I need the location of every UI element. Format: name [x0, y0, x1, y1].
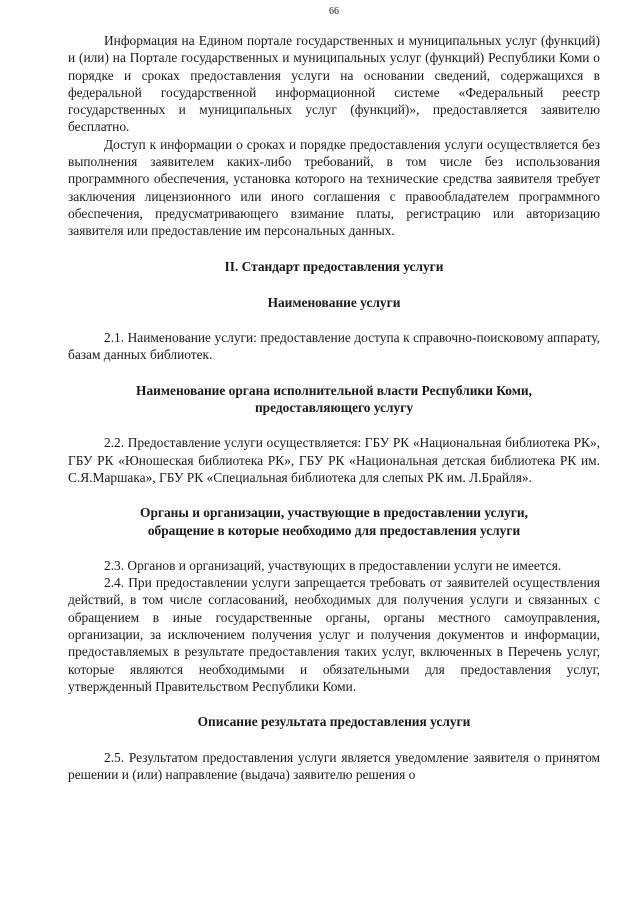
heading-executive-organ-line1: Наименование органа исполнительной власти Республики Коми,: [136, 382, 532, 398]
paragraph-2-5: 2.5. Результатом предоставления услуги является уведомление заявителя о принятом решении и (или) направление (выдача) заявителю решения о: [68, 749, 600, 782]
heading-participating-orgs: [68, 504, 600, 539]
heading-participating-orgs-line2: обращение в которые необходимо для предоставления услуги: [147, 522, 521, 538]
paragraph-2-4: 2.4. При предоставлении услуги запрещается требовать от заявителей осуществления действий, в том числе согласований, необходимых для получения услуги и связанных с обращением в иные государственные органы, органы местного самоуправления, организации, за исключением получения услуг и получения документов и информации, предоставляемых в результате предоставления таких услуг, включенных в Перечень услуг, которые являются необходимыми и обязательными для предоставления услуг, утвержденный Правительством Республики Коми.: [68, 575, 600, 694]
paragraph-2-2: 2.2. Предоставление услуги осуществляется: ГБУ РК «Национальная библиотека РК», ГБУ РК «Юношеская библиотека РК», ГБУ РК «Национальная детская библиотека РК им. С.Я.Маршака», ГБУ РК «Специальная библиотека для слепых РК им. Л.Брайля».: [68, 435, 600, 485]
page-number: 66: [329, 6, 339, 17]
heading-result-description: Описание результата предоставления услуги: [197, 714, 471, 730]
heading-executive-organ: [68, 382, 600, 417]
paragraph-2-3: 2.3. Органов и организаций, участвующих в предоставлении услуги не имеется.: [104, 557, 562, 573]
paragraph-2-1: 2.1. Наименование услуги: предоставление доступа к справочно-поисковому аппарату, базам данных библиотек.: [68, 330, 600, 363]
paragraph-info-portal: Информация на Едином портале государственных и муниципальных услуг (функций) и (или) на Портале государственных и муниципальных услуг (функций) Республики Коми о порядке и сроках предоставления услуги на основании сведений, содержащихся в федеральной государственной информационной системе «Федеральный реестр государственных и муниципальных услуг (функций)», предоставляется заявителю бесплатно.: [68, 33, 600, 135]
heading-service-name: Наименование услуги: [267, 294, 401, 310]
paragraph-access-info: Доступ к информации о сроках и порядке предоставления услуги осуществляется без выполнения заявителем каких-либо требований, в том числе без использования программного обеспечения, установка которого на технические средства заявителя требует заключения лицензионного или иного соглашения с правообладателем программного обеспечения, предусматривающего взимание платы, регистрацию или авторизацию заявителя или предоставление им персональных данных.: [68, 136, 600, 239]
section-heading: II. Стандарт предоставления услуги: [224, 258, 444, 274]
heading-participating-orgs-line1: Органы и организации, участвующие в предоставлении услуги,: [140, 505, 528, 521]
heading-executive-organ-line2: предоставляющего услугу: [254, 400, 414, 416]
